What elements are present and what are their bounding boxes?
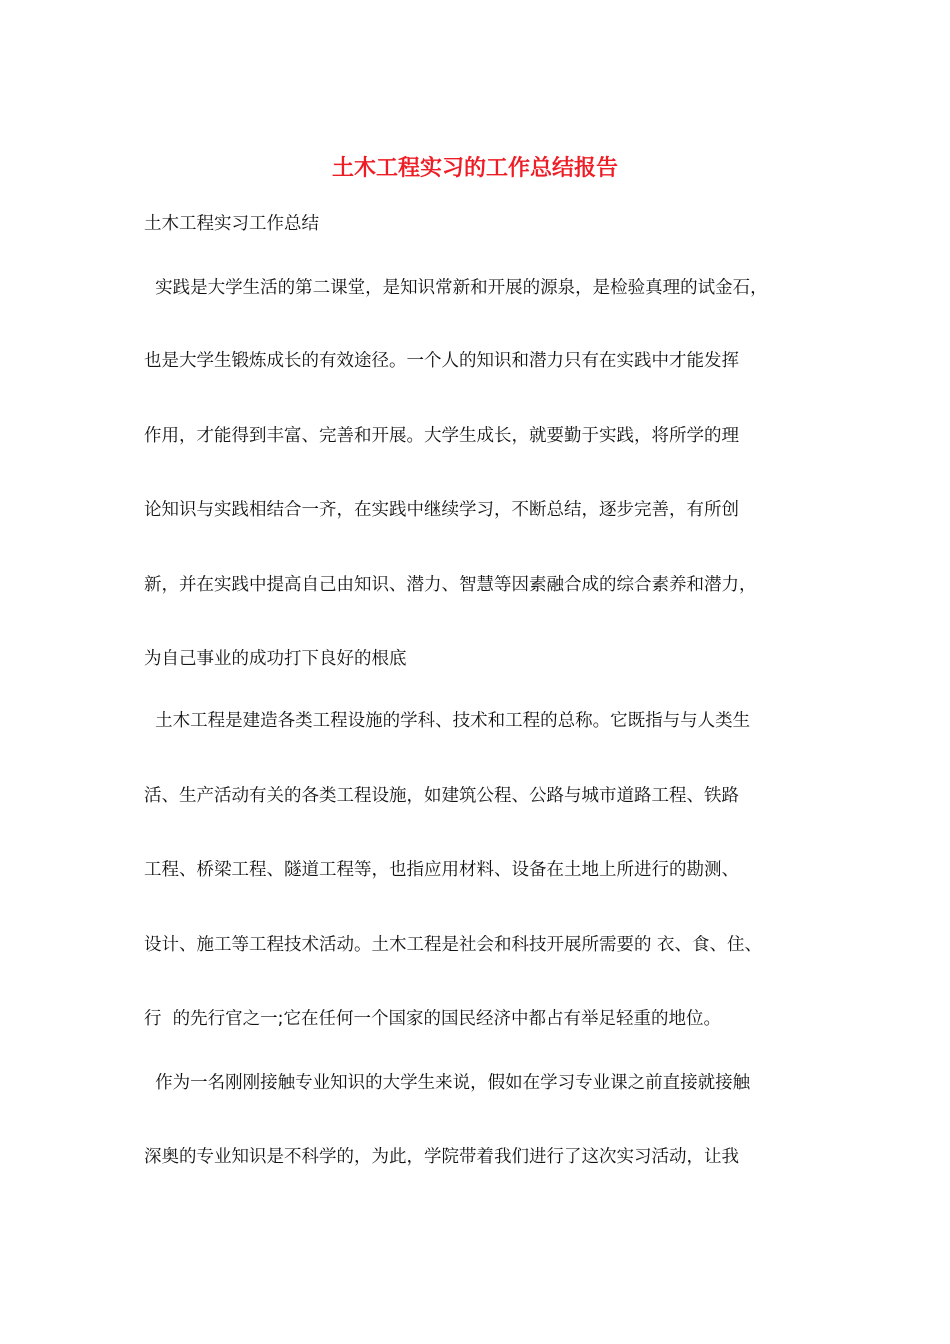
body-line: 新，并在实践中提高自己由知识、潜力、智慧等因素融合成的综合素养和潜力，: [144, 575, 757, 595]
body-line: 为自己事业的成功打下良好的根底: [144, 649, 407, 669]
section-heading: 土木工程实习工作总结: [144, 214, 319, 234]
body-line: 活、生产活动有关的各类工程设施，如建筑公程、公路与城市道路工程、铁路: [144, 786, 739, 806]
body-line: 深奥的专业知识是不科学的，为此，学院带着我们进行了这次实习活动，让我: [144, 1147, 739, 1167]
body-line: 作为一名刚刚接触专业知识的大学生来说，假如在学习专业课之前直接就接触: [144, 1073, 751, 1093]
body-line: 土木工程是建造各类工程设施的学科、技术和工程的总称。它既指与与人类生: [144, 711, 751, 731]
body-line: 设计、施工等工程技术活动。土木工程是社会和科技开展所需要的 衣、食、住、: [144, 935, 763, 955]
body-line: 作用，才能得到丰富、完善和开展。大学生成长，就要勤于实践，将所学的理: [144, 426, 739, 446]
body-line: 实践是大学生活的第二课堂，是知识常新和开展的源泉，是检验真理的试金石，: [144, 278, 768, 298]
document-title: 土木工程实习的工作总结报告: [331, 155, 618, 181]
body-line: 论知识与实践相结合一齐，在实践中继续学习，不断总结，逐步完善，有所创: [144, 500, 739, 520]
body-line: 行 的先行官之一;它在任何一个国家的国民经济中都占有举足轻重的地位。: [144, 1009, 722, 1029]
body-line: 也是大学生锻炼成长的有效途径。一个人的知识和潜力只有在实践中才能发挥: [144, 351, 739, 371]
body-line: 工程、桥梁工程、隧道工程等，也指应用材料、设备在土地上所进行的勘测、: [144, 860, 739, 880]
